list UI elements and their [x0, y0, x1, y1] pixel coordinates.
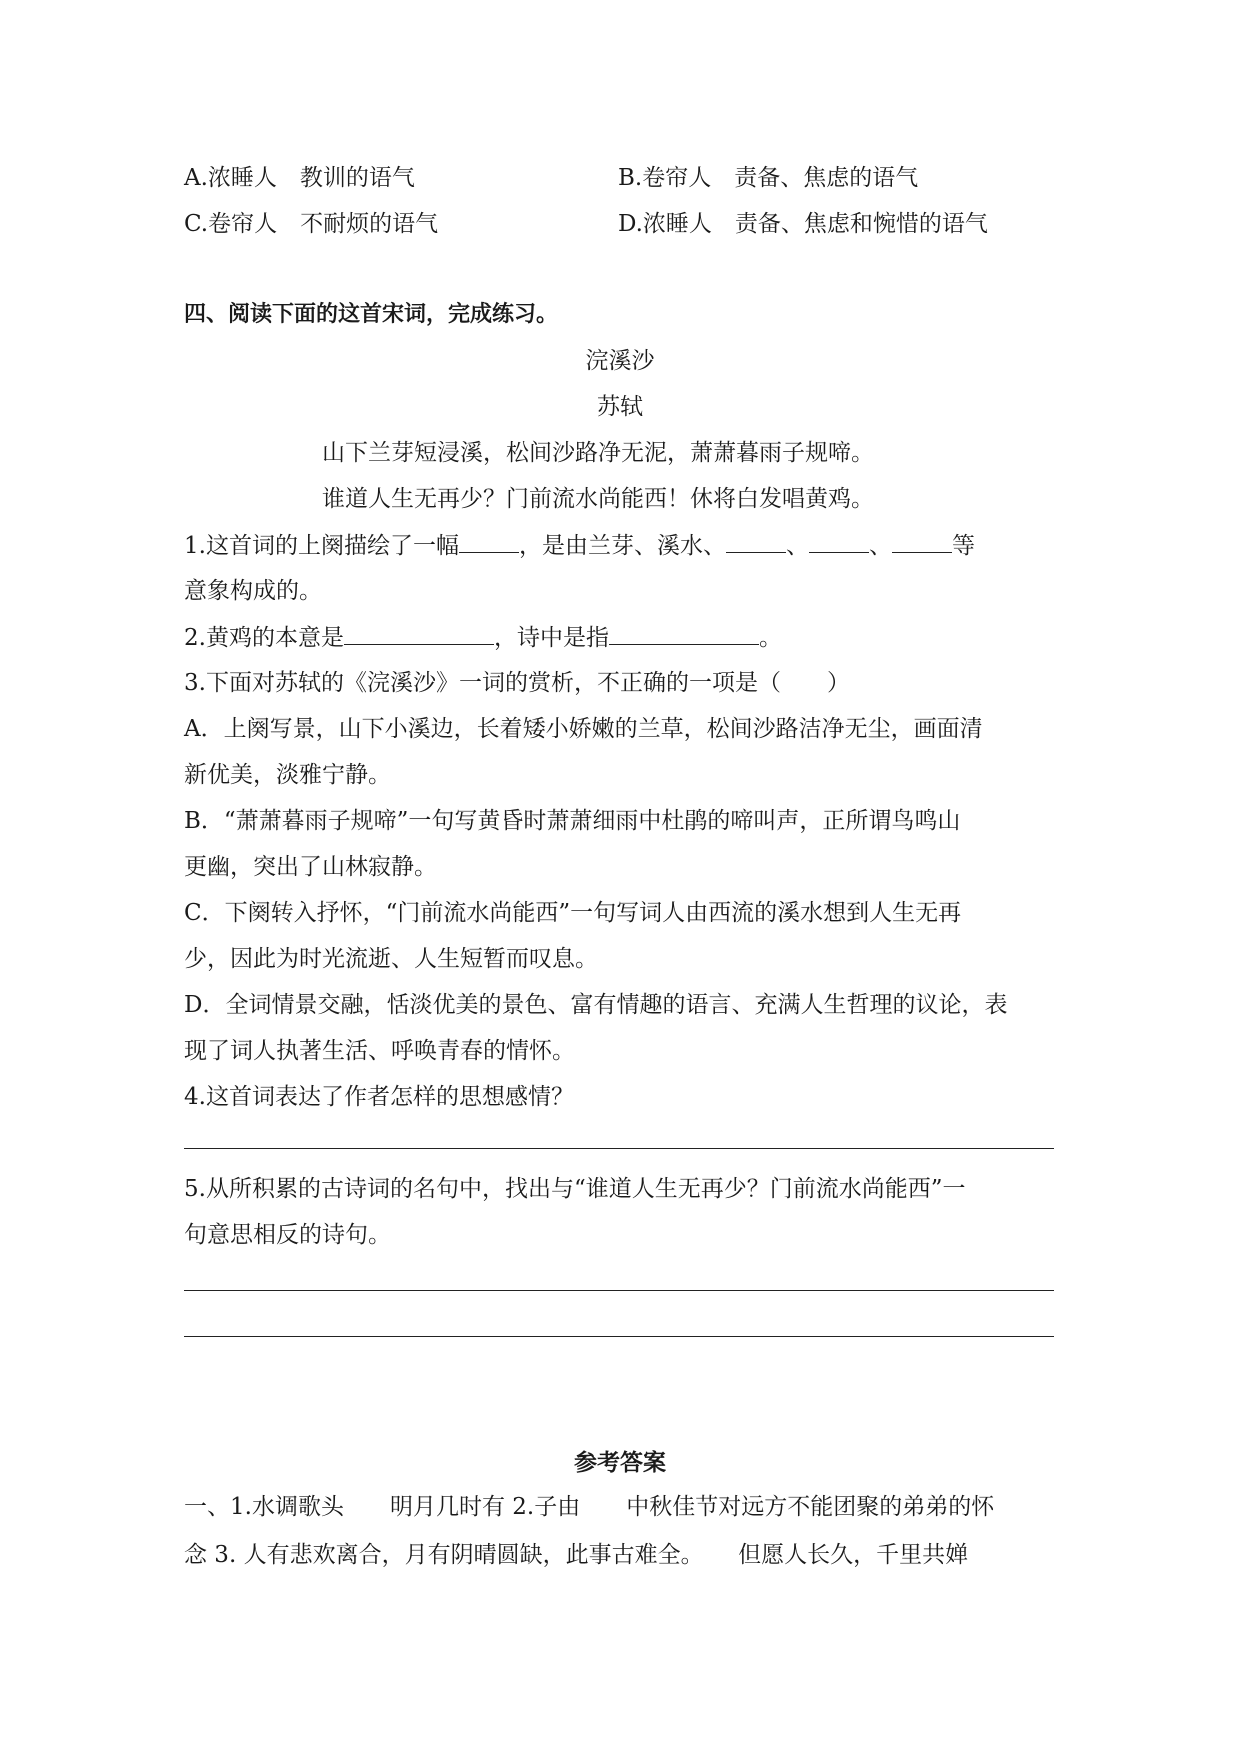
question-3-option-d-line-2: 现了词人执著生活、呼唤青春的情怀。: [184, 1038, 575, 1064]
question-5-line-1: 5.从所积累的古诗词的名句中，找出与“谁道人生无再少？门前流水尚能西”一: [184, 1176, 966, 1202]
poem-line-2: 谁道人生无再少？门前流水尚能西！休将白发唱黄鸡。: [322, 486, 874, 512]
question-3-option-d-line-1: D．全词情景交融，恬淡优美的景色、富有情趣的语言、充满人生哲理的议论，表: [184, 992, 1008, 1018]
option-a: A.浓睡人 教训的语气: [184, 165, 415, 191]
question-2-text-c: 。: [758, 625, 782, 651]
answer-line[interactable]: [184, 1148, 1054, 1149]
question-2: [184, 622, 782, 653]
blank-field[interactable]: [726, 530, 786, 553]
answers-line-2: 念 3. 人有悲欢离合，月有阴晴圆缺，此事古难全。 但愿人长久，千里共婵: [184, 1542, 969, 1568]
answer-line[interactable]: [184, 1290, 1054, 1291]
question-2-text-b: ，诗中是指: [493, 625, 609, 651]
poem-line-1: 山下兰芽短浸溪，松间沙路净无泥，萧萧暮雨子规啼。: [322, 440, 874, 466]
question-1-text-b: ，是由兰芽、溪水、: [518, 533, 726, 559]
question-2-text-a: 2.黄鸡的本意是: [184, 625, 344, 651]
poem-title: 浣溪沙: [585, 348, 655, 374]
question-4: 4.这首词表达了作者怎样的思想感情？: [184, 1084, 574, 1110]
separator: 、: [785, 533, 809, 559]
question-1-continuation: 意象构成的。: [184, 578, 322, 604]
option-b: B.卷帘人 责备、焦虑的语气: [618, 165, 919, 191]
question-1: [184, 530, 975, 561]
answers-heading: 参考答案: [574, 1450, 666, 1476]
question-3: 3.下面对苏轼的《浣溪沙》一词的赏析，不正确的一项是（ ）: [184, 670, 850, 696]
question-1-text-a: 1.这首词的上阕描绘了一幅: [184, 533, 459, 559]
section-heading: 四、阅读下面的这首宋词，完成练习。: [184, 302, 559, 327]
answer-line[interactable]: [184, 1336, 1054, 1337]
question-5-line-2: 句意思相反的诗句。: [184, 1222, 391, 1248]
blank-field[interactable]: [344, 622, 494, 645]
option-c: C.卷帘人 不耐烦的语气: [184, 211, 439, 237]
blank-field[interactable]: [809, 530, 869, 553]
question-3-option-a-line-2: 新优美，淡雅宁静。: [184, 762, 391, 788]
blank-field[interactable]: [609, 622, 759, 645]
question-3-option-c-line-2: 少，因此为时光流逝、人生短暂而叹息。: [184, 946, 598, 972]
question-3-option-a-line-1: A．上阕写景，山下小溪边，长着矮小娇嫩的兰草，松间沙路洁净无尘，画面清: [184, 716, 983, 742]
separator: 、: [868, 533, 892, 559]
poem-author: 苏轼: [597, 394, 643, 420]
blank-field[interactable]: [459, 530, 519, 553]
option-d: D.浓睡人 责备、焦虑和惋惜的语气: [618, 211, 988, 237]
question-3-option-b-line-1: B．“萧萧暮雨子规啼”一句写黄昏时萧萧细雨中杜鹃的啼叫声，正所谓鸟鸣山: [184, 808, 961, 834]
question-3-option-b-line-2: 更幽，突出了山林寂静。: [184, 854, 437, 880]
blank-field[interactable]: [892, 530, 952, 553]
answers-line-1: 一、1.水调歌头 明月几时有 2.子由 中秋佳节对远方不能团聚的弟弟的怀: [184, 1494, 995, 1520]
question-3-option-c-line-1: C．下阕转入抒怀，“门前流水尚能西”一句写词人由西流的溪水想到人生无再: [184, 900, 962, 926]
question-1-text-c: 等: [951, 533, 975, 559]
